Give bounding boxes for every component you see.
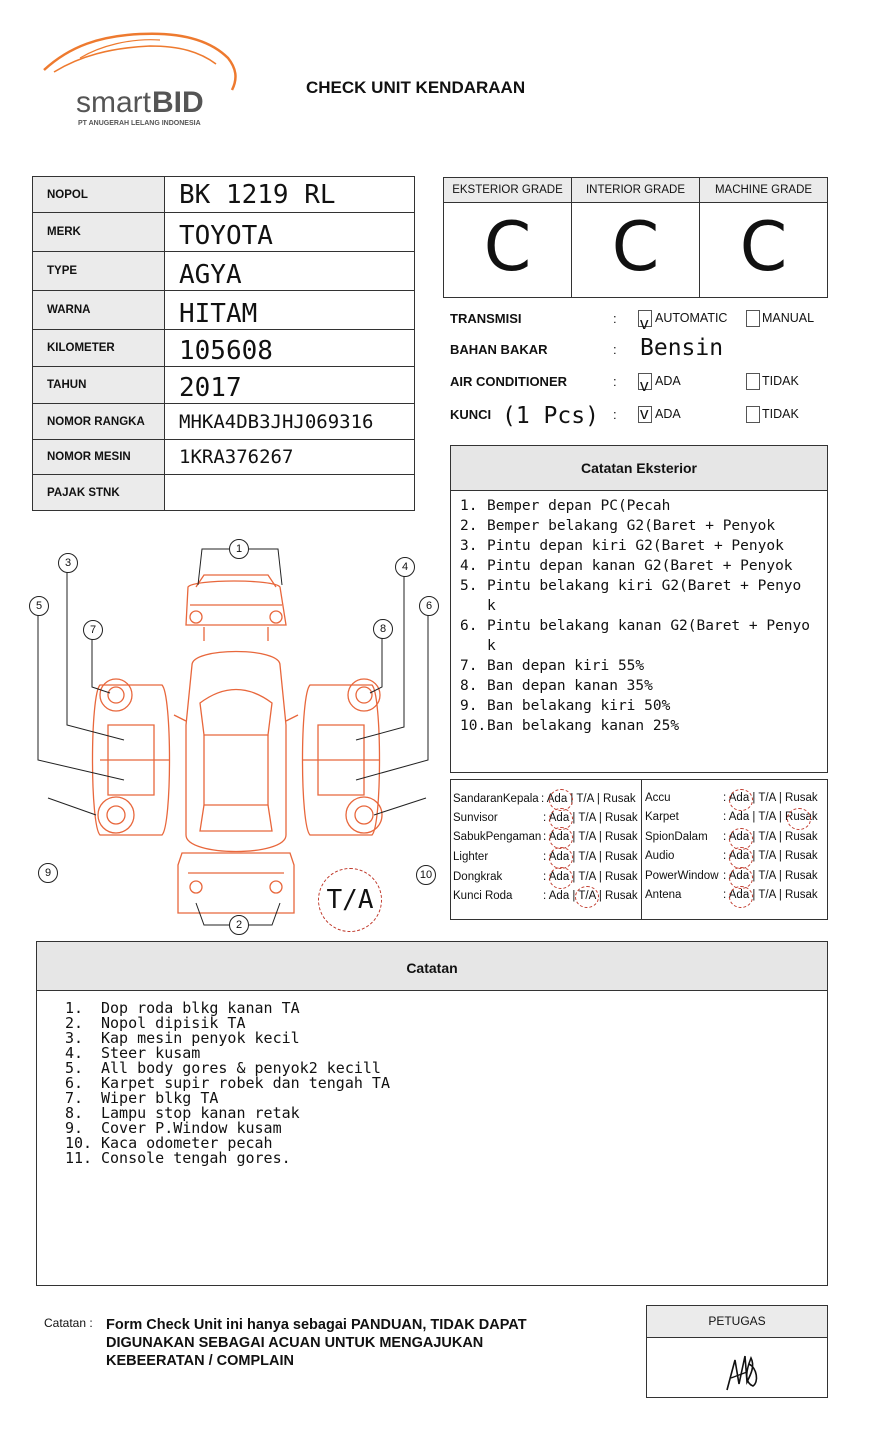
footer-label: Catatan : bbox=[44, 1316, 93, 1330]
svg-text:PT ANUGERAH LELANG INDONESIA: PT ANUGERAH LELANG INDONESIA bbox=[78, 120, 201, 127]
list-item: 6. Pintu belakang kanan G2(Baret + Penyok bbox=[460, 618, 811, 654]
interior-grade bbox=[572, 178, 700, 297]
car-damage-diagram bbox=[24, 535, 444, 935]
exterior-grade bbox=[444, 178, 572, 297]
ac-label: AIR CONDITIONER bbox=[450, 374, 567, 389]
kunci-label: KUNCI bbox=[450, 407, 492, 422]
transmisi-colon: : bbox=[613, 311, 617, 326]
label-warna: WARNA bbox=[33, 291, 165, 330]
bahan-bakar-value: Bensin bbox=[640, 335, 724, 361]
label-tahun: TAHUN bbox=[33, 367, 165, 404]
info-row-nomor-rangka bbox=[33, 404, 415, 440]
label-nomor-mesin: NOMOR MESIN bbox=[33, 440, 165, 475]
bahan-bakar-colon: : bbox=[613, 342, 617, 357]
kunci-ada-label: ADA bbox=[655, 407, 681, 421]
interior-row-sandaran-kepala: SandaranKepala : Ada | T/A | Rusak bbox=[453, 790, 641, 809]
value-tahun: 2017 bbox=[165, 367, 415, 404]
diagram-marker-3: 3 bbox=[58, 553, 78, 573]
info-row-tahun bbox=[33, 367, 415, 404]
diagram-marker-10: 10 bbox=[416, 865, 436, 885]
value-nomor-mesin: 1KRA376267 bbox=[165, 440, 415, 475]
interior-row-kunci-roda: Kunci Roda : Ada | T/A | Rusak bbox=[453, 887, 641, 906]
ta-stamp: T/A bbox=[318, 868, 382, 932]
list-item: 10. Ban belakang kanan 25% bbox=[460, 718, 680, 734]
interior-row-sunvisor: Sunvisor : Ada | T/A | Rusak bbox=[453, 809, 641, 828]
list-item: 1. Dop roda blkg kanan TA bbox=[65, 999, 300, 1017]
transmisi-label: TRANSMISI bbox=[450, 311, 522, 326]
diagram-marker-7: 7 bbox=[83, 620, 103, 640]
interior-row-accu: Accu : Ada | T/A | Rusak bbox=[645, 789, 825, 808]
svg-text:BID: BID bbox=[152, 86, 204, 119]
label-nomor-rangka: NOMOR RANGKA bbox=[33, 404, 165, 440]
list-item: 6. Karpet supir robek dan tengah TA bbox=[65, 1074, 390, 1092]
footer-disclaimer: Form Check Unit ini hanya sebagai PANDUAN, TIDAK DAPAT DIGUNAKAN SEBAGAI ACUAN UNTUK MENGAJUKAN KEBEERATAN / COMPLAIN bbox=[106, 1317, 527, 1369]
exterior-grade-value: C bbox=[483, 208, 532, 287]
info-row-pajak-stnk bbox=[33, 475, 415, 511]
diagram-marker-9: 9 bbox=[38, 863, 58, 883]
interior-grade-value: C bbox=[611, 208, 660, 287]
label-merk: MERK bbox=[33, 213, 165, 252]
diagram-marker-4: 4 bbox=[395, 557, 415, 577]
smartbid-logo bbox=[40, 28, 250, 133]
machine-grade-label: MACHINE GRADE bbox=[700, 178, 827, 203]
automatic-option-label: AUTOMATIC bbox=[655, 311, 728, 325]
interior-row-dongkrak: Dongkrak : Ada | T/A | Rusak bbox=[453, 868, 641, 887]
notes-list bbox=[37, 991, 827, 1166]
list-item: 7. Wiper blkg TA bbox=[65, 1089, 219, 1107]
ac-colon: : bbox=[613, 374, 617, 389]
kunci-colon: : bbox=[613, 407, 617, 422]
list-item: 11. Console tengah gores. bbox=[65, 1149, 291, 1167]
value-warna: HITAM bbox=[165, 291, 415, 330]
label-pajak-stnk: PAJAK STNK bbox=[33, 475, 165, 511]
value-nopol: BK 1219 RL bbox=[165, 177, 415, 213]
list-item: 5. Pintu belakang kiri G2(Baret + Penyok bbox=[460, 578, 802, 614]
info-row-merk bbox=[33, 213, 415, 252]
value-merk: TOYOTA bbox=[165, 213, 415, 252]
list-item: 3. Pintu depan kiri G2(Baret + Penyok bbox=[460, 538, 784, 554]
list-item: 9. Cover P.Window kusam bbox=[65, 1119, 282, 1137]
list-item: 5. All body gores & penyok2 kecill bbox=[65, 1059, 381, 1077]
exterior-notes-list bbox=[451, 491, 827, 736]
interior-row-audio: Audio : Ada | T/A | Rusak bbox=[645, 847, 825, 866]
diagram-marker-8: 8 bbox=[373, 619, 393, 639]
list-item: 7. Ban depan kiri 55% bbox=[460, 658, 645, 674]
ac-tidak-checkbox[interactable] bbox=[746, 373, 760, 395]
info-row-warna bbox=[33, 291, 415, 330]
petugas-box bbox=[646, 1305, 828, 1398]
grades-panel bbox=[443, 177, 828, 298]
notes-title: Catatan bbox=[37, 942, 827, 991]
interior-row-antena: Antena : Ada | T/A | Rusak bbox=[645, 886, 825, 905]
list-item: 10. Kaca odometer pecah bbox=[65, 1134, 273, 1152]
list-item: 8. Lampu stop kanan retak bbox=[65, 1104, 300, 1122]
kunci-ada-check-mark: v bbox=[640, 404, 649, 423]
vehicle-info-table bbox=[32, 176, 415, 511]
value-type: AGYA bbox=[165, 252, 415, 291]
notes-panel bbox=[36, 941, 828, 1286]
list-item: 4. Pintu depan kanan G2(Baret + Penyok bbox=[460, 558, 793, 574]
label-kilometer: KILOMETER bbox=[33, 330, 165, 367]
petugas-label: PETUGAS bbox=[647, 1306, 827, 1338]
label-nopol: NOPOL bbox=[33, 177, 165, 213]
value-nomor-rangka: MHKA4DB3JHJ069316 bbox=[165, 404, 415, 440]
value-pajak-stnk bbox=[165, 475, 415, 511]
list-item: 8. Ban depan kanan 35% bbox=[460, 678, 653, 694]
kunci-tidak-label: TIDAK bbox=[762, 407, 799, 421]
interior-divider bbox=[641, 780, 642, 919]
list-item: 2. Bemper belakang G2(Baret + Penyok bbox=[460, 518, 776, 534]
info-row-kilometer bbox=[33, 330, 415, 367]
diagram-marker-1: 1 bbox=[229, 539, 249, 559]
diagram-marker-5: 5 bbox=[29, 596, 49, 616]
bahan-bakar-label: BAHAN BAKAR bbox=[450, 342, 548, 357]
list-item: 1. Bemper depan PC(Pecah bbox=[460, 498, 671, 514]
interior-row-lighter: Lighter : Ada | T/A | Rusak bbox=[453, 848, 641, 867]
ac-ada-label: ADA bbox=[655, 374, 681, 388]
automatic-check-mark: v bbox=[640, 314, 649, 333]
signature bbox=[647, 1338, 827, 1396]
info-row-nopol bbox=[33, 177, 415, 213]
interior-row-spion-dalam: SpionDalam : Ada | T/A | Rusak bbox=[645, 828, 825, 847]
info-row-type bbox=[33, 252, 415, 291]
info-row-nomor-mesin bbox=[33, 440, 415, 475]
interior-row-sabuk-pengaman: SabukPengaman : Ada | T/A | Rusak bbox=[453, 828, 641, 847]
machine-grade bbox=[700, 178, 827, 297]
manual-option-label: MANUAL bbox=[762, 311, 815, 325]
ac-tidak-label: TIDAK bbox=[762, 374, 799, 388]
exterior-notes-title: Catatan Eksterior bbox=[451, 446, 827, 491]
list-item: 4. Steer kusam bbox=[65, 1044, 201, 1062]
kunci-count: (1 Pcs) bbox=[502, 403, 599, 429]
manual-checkbox[interactable] bbox=[746, 310, 760, 332]
machine-grade-value: C bbox=[739, 208, 788, 287]
exterior-notes-panel bbox=[450, 445, 828, 773]
list-item: 2. Nopol dipisik TA bbox=[65, 1014, 246, 1032]
list-item: 9. Ban belakang kiri 50% bbox=[460, 698, 671, 714]
interior-grade-label: INTERIOR GRADE bbox=[572, 178, 699, 203]
document-title: CHECK UNIT KENDARAAN bbox=[306, 78, 526, 97]
svg-text:smart: smart bbox=[76, 86, 151, 119]
label-type: TYPE bbox=[33, 252, 165, 291]
list-item: 3. Kap mesin penyok kecil bbox=[65, 1029, 300, 1047]
diagram-marker-6: 6 bbox=[419, 596, 439, 616]
exterior-grade-label: EKSTERIOR GRADE bbox=[444, 178, 571, 203]
car-outline-svg bbox=[24, 535, 444, 935]
kunci-tidak-checkbox[interactable] bbox=[746, 406, 760, 428]
diagram-marker-2: 2 bbox=[229, 915, 249, 935]
value-kilometer: 105608 bbox=[165, 330, 415, 367]
interior-check-panel bbox=[450, 779, 828, 920]
ac-ada-check-mark: v bbox=[640, 376, 649, 395]
interior-row-power-window: PowerWindow : Ada | T/A | Rusak bbox=[645, 867, 825, 886]
interior-row-karpet: Karpet : Ada | T/A | Rusak bbox=[645, 808, 825, 827]
